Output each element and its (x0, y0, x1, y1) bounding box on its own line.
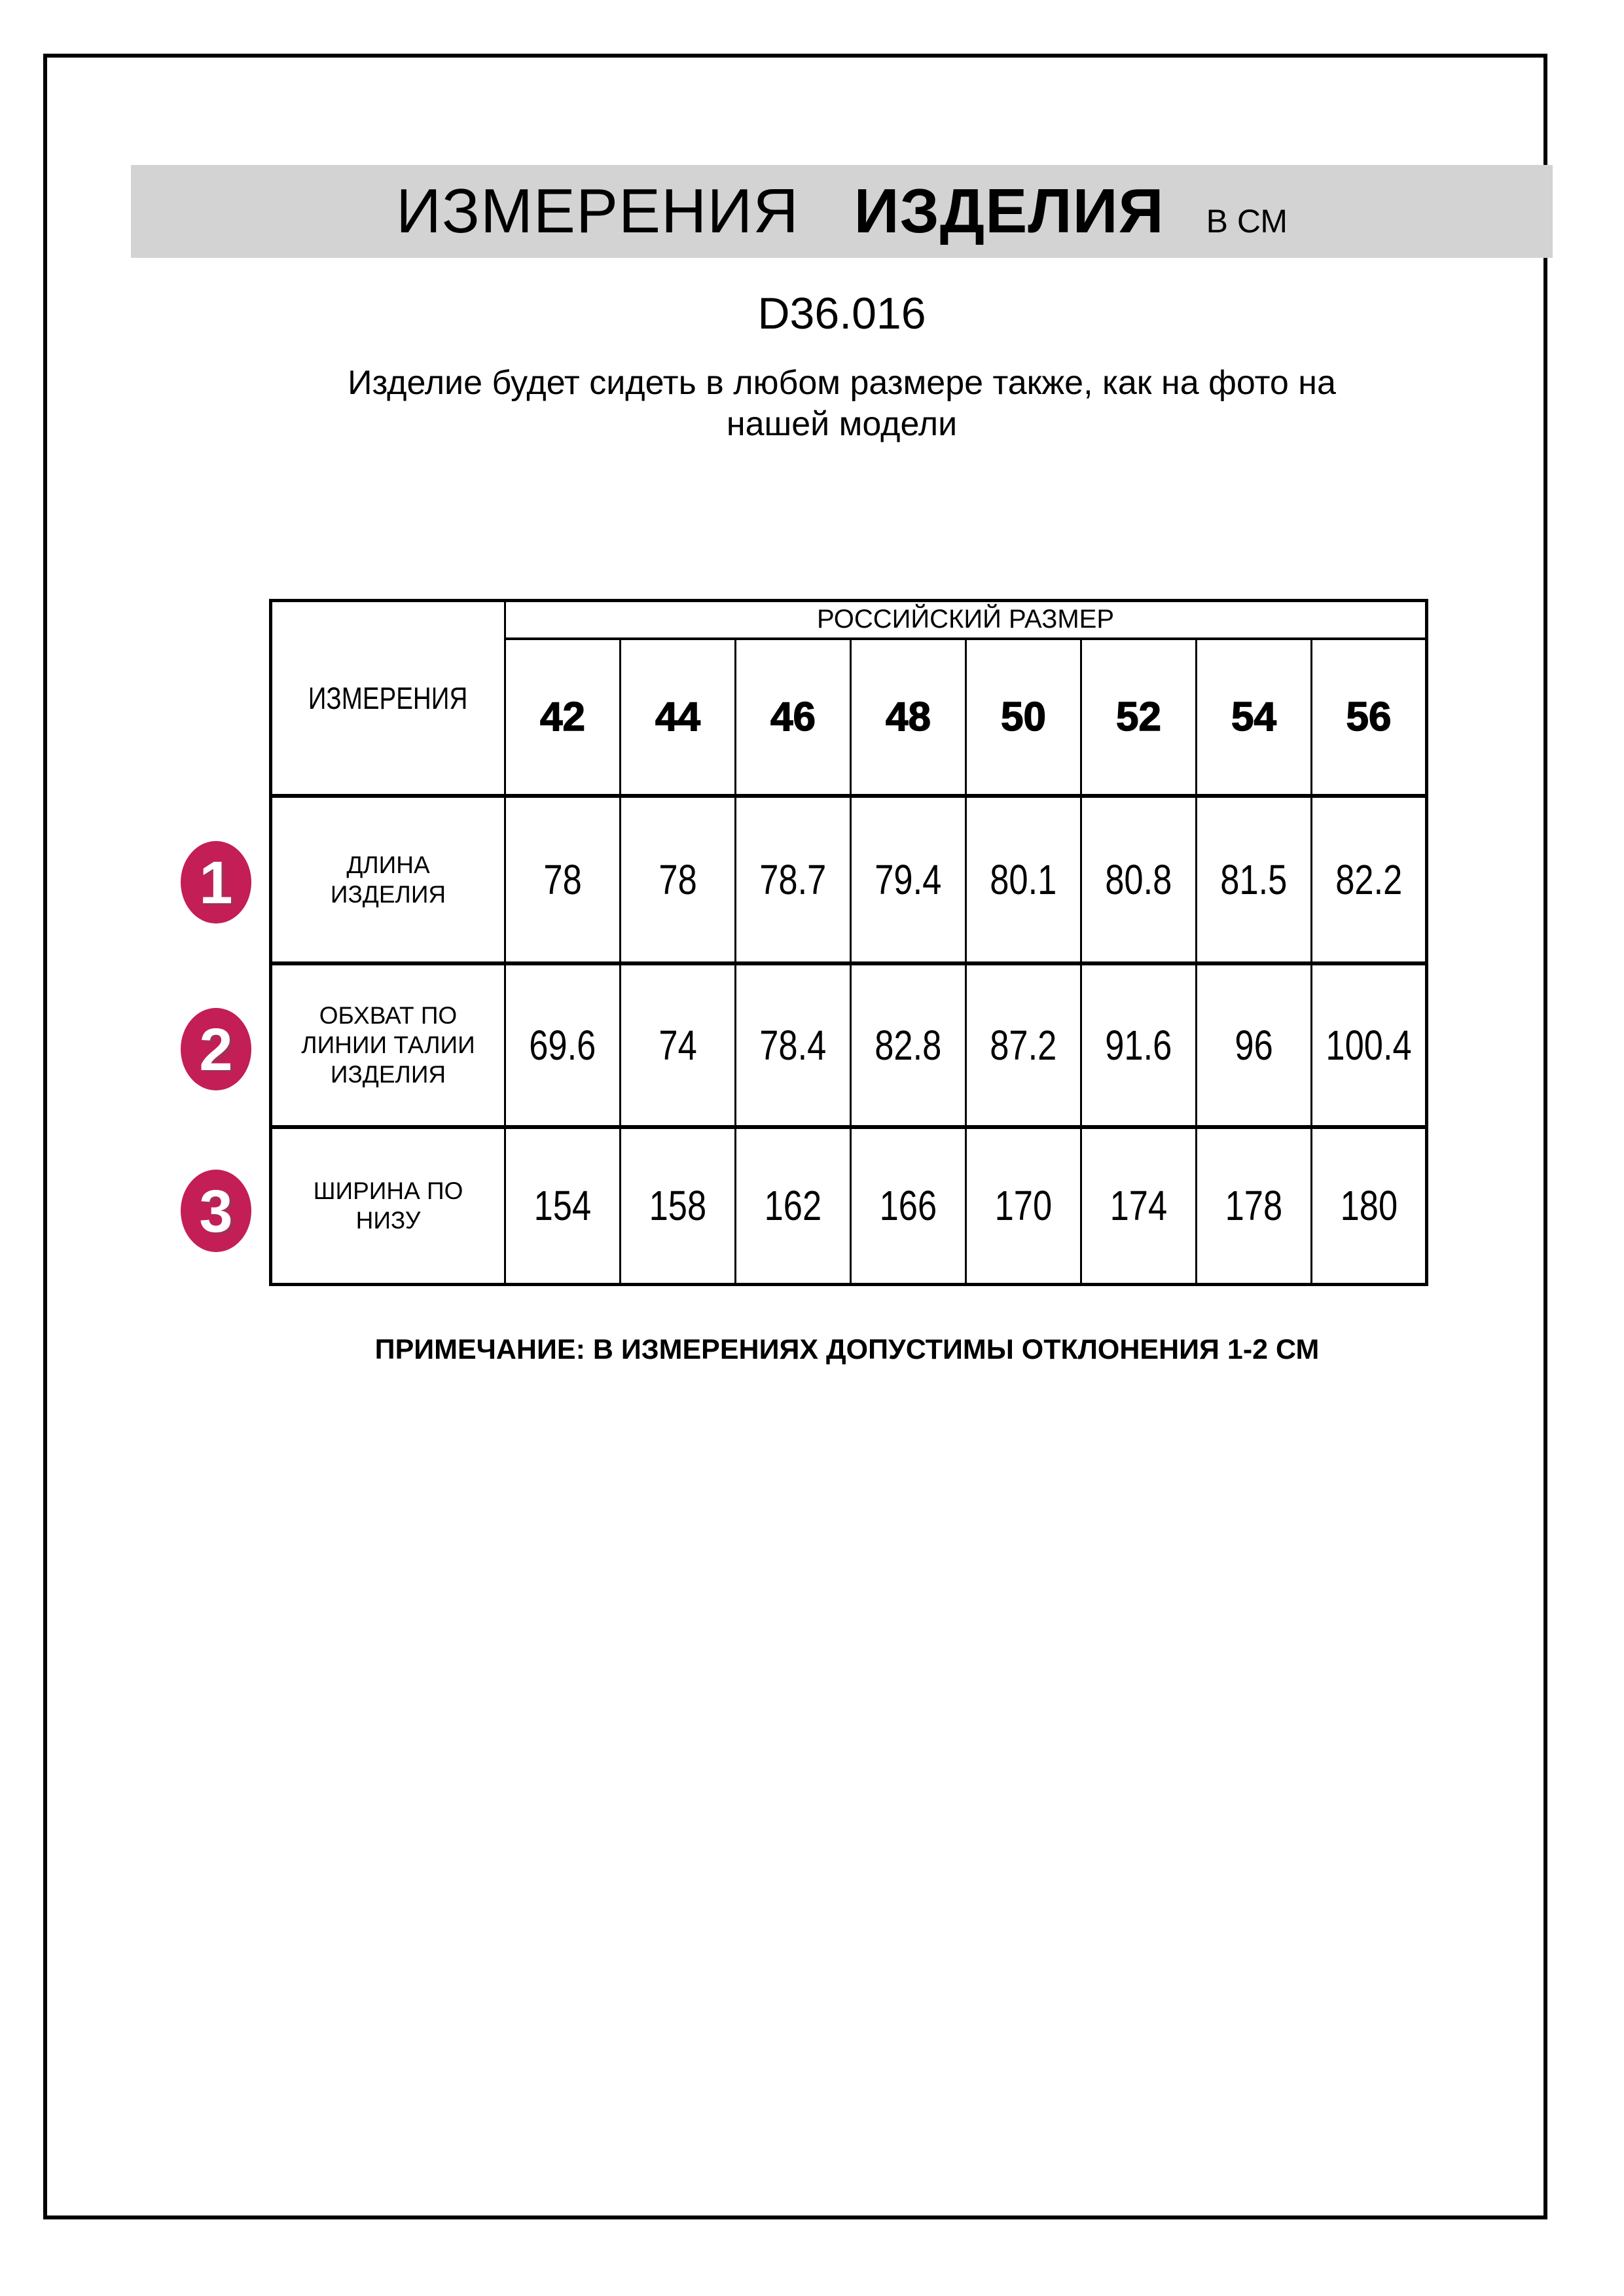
value: 82.8 (875, 1021, 942, 1069)
value: 80.1 (990, 855, 1057, 903)
value-cell (851, 1127, 966, 1285)
value-cell (1312, 963, 1427, 1127)
title-word-measurements: ИЗМЕРЕНИЯ (395, 176, 799, 246)
size-header-52: 52 (1081, 639, 1197, 796)
table-row-length (271, 796, 1427, 963)
measurements-column-header: ИЗМЕРЕНИЯ (308, 680, 468, 715)
row-label: ШИРИНА ПО НИЗУ (313, 1177, 463, 1234)
value-cell (505, 1127, 621, 1285)
row-label: ОБХВАТ ПО ЛИНИИ ТАЛИИ ИЗДЕЛИЯ (301, 1002, 475, 1088)
value: 170 (994, 1182, 1053, 1230)
size-header-48: 48 (851, 639, 966, 796)
value-cell (1081, 1127, 1197, 1285)
russian-size-group-header-cell (505, 601, 1427, 639)
value-cell (966, 963, 1081, 1127)
value: 69.6 (529, 1021, 596, 1069)
value: 162 (764, 1182, 822, 1230)
value: 79.4 (875, 855, 942, 903)
value: 81.5 (1220, 855, 1288, 903)
value: 74 (659, 1021, 697, 1069)
size-header-54: 54 (1197, 639, 1312, 796)
product-description (131, 363, 1553, 445)
row-number-badge-2 (181, 1008, 251, 1090)
value: 180 (1340, 1182, 1398, 1230)
value: 178 (1225, 1182, 1283, 1230)
value-cell (851, 963, 966, 1127)
size-header-50: 50 (966, 639, 1081, 796)
value: 78 (659, 855, 697, 903)
value-cell (1081, 796, 1197, 963)
value-cell (966, 796, 1081, 963)
badge-number-1: 1 (199, 850, 233, 916)
value: 174 (1110, 1182, 1168, 1230)
value-cell (736, 1127, 851, 1285)
size-table (269, 599, 1428, 1286)
value-cell (736, 963, 851, 1127)
table-row-bottom-width (271, 1127, 1427, 1285)
row-label-cell (271, 1127, 505, 1285)
value-cell (736, 796, 851, 963)
table-row-waist (271, 963, 1427, 1127)
value: 78 (543, 855, 582, 903)
title-word-product: ИЗДЕЛИЯ (854, 176, 1164, 246)
value-cell (966, 1127, 1081, 1285)
value: 87.2 (990, 1021, 1057, 1069)
size-header-56: 56 (1312, 639, 1427, 796)
row-label: ДЛИНА ИЗДЕЛИЯ (330, 851, 446, 908)
value: 158 (649, 1182, 707, 1230)
row-label-cell (271, 796, 505, 963)
note-text: ПРИМЕЧАНИЕ: В ИЗМЕРЕНИЯХ ДОПУСТИМЫ ОТКЛОНЕНИЯ 1-2 СМ (374, 1334, 1320, 1365)
description-line-2: нашей модели (726, 405, 958, 443)
value-cell (1312, 796, 1427, 963)
value: 82.2 (1335, 855, 1403, 903)
value-cell (505, 796, 621, 963)
row-number-badge-1 (181, 841, 251, 924)
value-cell (621, 963, 736, 1127)
value-cell (1197, 963, 1312, 1127)
row-number-badge-3 (181, 1170, 251, 1252)
page-border-frame (43, 54, 1547, 2219)
value: 78.4 (759, 1021, 827, 1069)
row-label-cell (271, 963, 505, 1127)
size-header-44: 44 (621, 639, 736, 796)
description-line-1: Изделие будет сидеть в любом размере также, как на фото на (348, 364, 1336, 402)
value: 96 (1235, 1021, 1273, 1069)
value: 80.8 (1105, 855, 1172, 903)
value: 166 (879, 1182, 937, 1230)
value-cell (505, 963, 621, 1127)
badge-number-3: 3 (199, 1178, 233, 1245)
value: 154 (533, 1182, 592, 1230)
value-cell (1197, 1127, 1312, 1285)
badge-number-2: 2 (199, 1016, 233, 1083)
value: 91.6 (1105, 1021, 1172, 1069)
title-banner (131, 165, 1553, 258)
value: 78.7 (759, 855, 827, 903)
value-cell (1197, 796, 1312, 963)
value-cell (851, 796, 966, 963)
value-cell (1081, 963, 1197, 1127)
size-header-42: 42 (505, 639, 621, 796)
value-cell (1312, 1127, 1427, 1285)
value: 100.4 (1326, 1021, 1412, 1069)
value-cell (621, 796, 736, 963)
russian-size-group-header: РОССИЙСКИЙ РАЗМЕР (816, 605, 1115, 634)
size-header-46: 46 (736, 639, 851, 796)
title-unit-cm: В СМ (1206, 203, 1288, 240)
product-code: D36.016 (757, 289, 926, 338)
value-cell (621, 1127, 736, 1285)
measurements-column-header-cell (271, 601, 505, 796)
